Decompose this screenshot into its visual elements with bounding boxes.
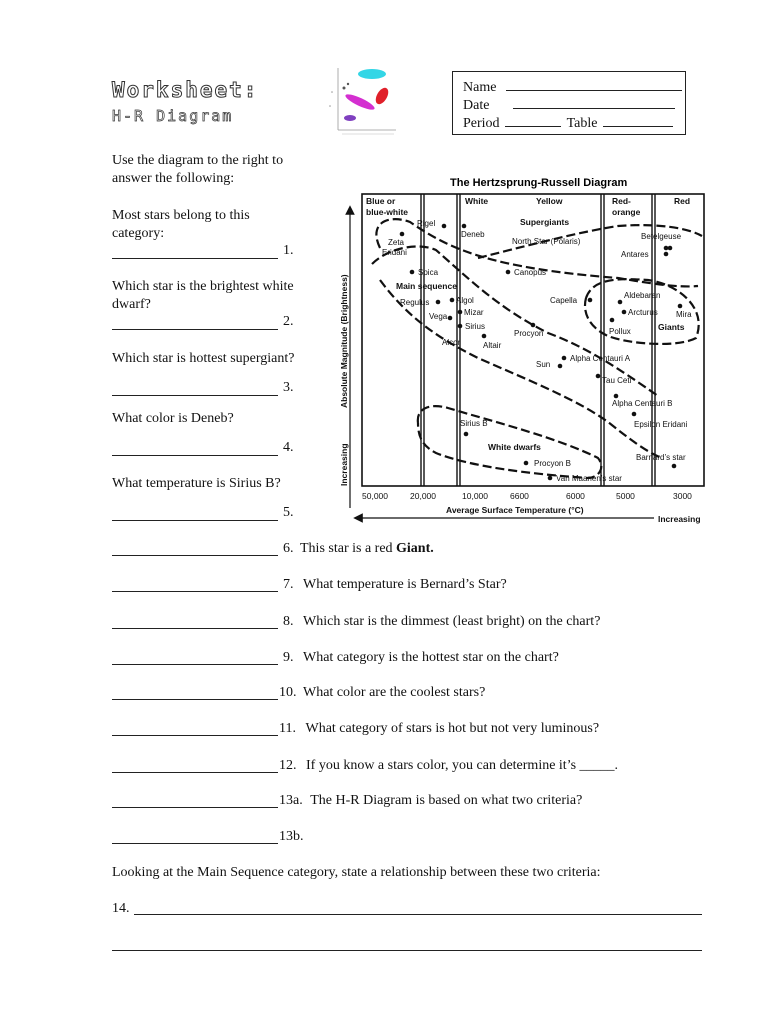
question-5: What temperature is Sirius B? bbox=[112, 476, 281, 491]
hr-diagram bbox=[318, 168, 718, 530]
diagram-title: The Hertzsprung-Russell Diagram bbox=[450, 177, 628, 189]
answer-line-6[interactable] bbox=[112, 541, 278, 556]
date-row bbox=[463, 96, 675, 114]
star-procyon-b bbox=[524, 461, 529, 466]
temp-tick-6600: 6600 bbox=[510, 491, 529, 501]
question-number-5: 5. bbox=[283, 505, 294, 520]
question-9 bbox=[283, 650, 559, 666]
label-tau-ceti: Tau Ceti bbox=[602, 376, 632, 385]
label-van-maanens-star: Van Maanen’s star bbox=[556, 474, 622, 483]
answer-line-9[interactable] bbox=[112, 650, 278, 665]
star-algol bbox=[450, 298, 455, 303]
question-13a-text: The H-R Diagram is based on what two criteria? bbox=[310, 793, 583, 808]
answer-line-13a[interactable] bbox=[112, 793, 278, 808]
star-deneb bbox=[462, 224, 467, 229]
question-number-13a: 13a. bbox=[279, 793, 303, 808]
answer-line-8[interactable] bbox=[112, 614, 278, 629]
label-vega: Vega bbox=[429, 312, 448, 321]
y-increasing-label: Increasing bbox=[339, 443, 349, 486]
student-info-box bbox=[452, 71, 686, 135]
label-betelgeuse: Betelgeuse bbox=[641, 232, 682, 241]
question-12 bbox=[279, 758, 618, 774]
table-field[interactable] bbox=[603, 114, 673, 127]
question-11-text: What category of stars is hot but not very luminous? bbox=[305, 721, 600, 736]
question-number-12: 12. bbox=[279, 758, 297, 773]
label-sirius-b: Sirius B bbox=[460, 419, 488, 428]
period-field[interactable] bbox=[505, 114, 561, 127]
question-13b bbox=[279, 829, 304, 845]
star-capella bbox=[588, 298, 593, 303]
star-mira bbox=[678, 304, 683, 309]
label-zeta: Zeta bbox=[388, 238, 405, 247]
answer-line-3[interactable] bbox=[112, 381, 278, 396]
answer-line-13b[interactable] bbox=[112, 829, 278, 844]
region-giants: Giants bbox=[658, 322, 685, 332]
question-14-label: 14. bbox=[112, 901, 130, 916]
question-number-9: 9. bbox=[283, 650, 294, 665]
label-canopus: Canopus bbox=[514, 268, 547, 277]
answer-line-11[interactable] bbox=[112, 721, 278, 736]
label-aldebaran: Aldebaran bbox=[624, 291, 661, 300]
label-procyon-b: Procyon B bbox=[534, 459, 571, 468]
star-tau-ceti bbox=[596, 374, 601, 379]
question-6 bbox=[283, 541, 434, 557]
label-alpha-centauri-b: Alpha Centauri B bbox=[612, 399, 673, 408]
star-arcturus bbox=[622, 310, 627, 315]
temp-tick-50000: 50,000 bbox=[362, 491, 388, 501]
question-number-8: 8. bbox=[283, 614, 294, 629]
question-3: Which star is hottest supergiant? bbox=[112, 351, 295, 366]
star-procyon bbox=[531, 323, 536, 328]
star-betelgeuse-a bbox=[664, 246, 669, 251]
answer-line-4[interactable] bbox=[112, 441, 278, 456]
column-header-blue-white: blue-white bbox=[366, 207, 409, 217]
temp-tick-10000: 10,000 bbox=[462, 491, 488, 501]
star-sirius-b bbox=[464, 432, 469, 437]
question-number-3: 3. bbox=[283, 380, 294, 395]
column-header-orange: orange bbox=[612, 207, 641, 217]
period-label: Period bbox=[463, 116, 500, 131]
star-aldebaran bbox=[618, 300, 623, 305]
answer-line-10[interactable] bbox=[112, 685, 278, 700]
question-2: Which star is the brightest white dwarf? bbox=[112, 279, 294, 312]
question-4: What color is Deneb? bbox=[112, 411, 234, 426]
name-row bbox=[463, 78, 682, 96]
star-pollux bbox=[610, 318, 615, 323]
star-alpha-centauri-b bbox=[614, 394, 619, 399]
star-sun bbox=[558, 364, 563, 369]
star-rigel bbox=[442, 224, 447, 229]
label-mira: Mira bbox=[676, 310, 692, 319]
label-deneb: Deneb bbox=[461, 230, 485, 239]
label-regulus: Regulus bbox=[400, 298, 430, 307]
column-header-red: Red bbox=[674, 196, 691, 206]
answer-line-1[interactable] bbox=[112, 244, 278, 259]
star-vega bbox=[448, 316, 453, 321]
question-number-2: 2. bbox=[283, 314, 294, 329]
question-number-11: 11. bbox=[279, 721, 296, 736]
label-sun: Sun bbox=[536, 360, 551, 369]
question-10 bbox=[279, 685, 485, 701]
x-increasing-label: Increasing bbox=[658, 514, 701, 524]
question-number-6: 6. bbox=[283, 541, 294, 556]
answer-line-2[interactable] bbox=[112, 315, 278, 330]
date-label: Date bbox=[463, 98, 490, 113]
question-7 bbox=[283, 577, 507, 593]
region-supergiants: Supergiants bbox=[520, 217, 570, 227]
question-8 bbox=[283, 614, 600, 630]
star-van-maanens bbox=[548, 476, 553, 481]
name-label: Name bbox=[463, 80, 497, 95]
label-rigel: Rigel bbox=[417, 219, 436, 228]
star-spica bbox=[410, 270, 415, 275]
label-algol: Algol bbox=[456, 296, 474, 305]
question-number-7: 7. bbox=[283, 577, 294, 592]
label-altair: Altair bbox=[483, 341, 502, 350]
label-pollux: Pollux bbox=[609, 327, 631, 336]
star-regulus bbox=[436, 300, 441, 305]
final-prompt: Looking at the Main Sequence category, state a relationship between these two criteria: bbox=[112, 865, 601, 880]
label-alpha-centauri-a: Alpha Centauri A bbox=[570, 354, 631, 363]
date-field[interactable] bbox=[513, 96, 675, 109]
label-spica: Spica bbox=[418, 268, 439, 277]
label-capella: Capella bbox=[550, 296, 578, 305]
question-number-4: 4. bbox=[283, 440, 294, 455]
label-antares: Antares bbox=[621, 250, 649, 259]
temp-tick-20000: 20,000 bbox=[410, 491, 436, 501]
label-epsilon-eridani: Epsilon Eridani bbox=[634, 420, 688, 429]
question-6-text: This star is a red bbox=[300, 541, 393, 556]
question-10-text: What color are the coolest stars? bbox=[303, 685, 486, 700]
question-6-bold: Giant. bbox=[396, 541, 434, 556]
star-barnards bbox=[672, 464, 677, 469]
star-sirius bbox=[458, 324, 463, 329]
label-sirius: Sirius bbox=[465, 322, 486, 331]
label-alcor: Alcor bbox=[442, 338, 461, 347]
column-header-red-orange: Red- bbox=[612, 196, 631, 206]
temp-tick-6000: 6000 bbox=[566, 491, 585, 501]
name-field[interactable] bbox=[506, 78, 682, 91]
answer-line-14b[interactable] bbox=[112, 936, 702, 951]
region-main-sequence: Main sequence bbox=[396, 281, 457, 291]
question-number-1: 1. bbox=[283, 243, 294, 258]
star-zeta-eridani bbox=[400, 232, 405, 237]
answer-line-7[interactable] bbox=[112, 577, 278, 592]
hr-thumbnail-image bbox=[320, 62, 400, 142]
temp-tick-3000: 3000 bbox=[673, 491, 692, 501]
label-arcturus: Arcturus bbox=[628, 308, 658, 317]
label-eridani: Eridani bbox=[382, 248, 407, 257]
column-header-white: White bbox=[465, 196, 489, 206]
star-altair bbox=[482, 334, 487, 339]
star-antares bbox=[664, 252, 669, 257]
worksheet-subtitle: H-R Diagram bbox=[112, 107, 234, 125]
question-number-13b: 13b. bbox=[279, 829, 304, 844]
question-13a bbox=[279, 793, 582, 809]
column-header-yellow: Yellow bbox=[536, 196, 563, 206]
period-row bbox=[463, 114, 673, 132]
question-7-text: What temperature is Bernard’s Star? bbox=[303, 577, 507, 592]
label-north-star: North Star (Polaris) bbox=[512, 237, 581, 246]
x-axis-label: Average Surface Temperature (°C) bbox=[446, 505, 584, 515]
star-epsilon-eridani bbox=[632, 412, 637, 417]
star-mizar bbox=[458, 310, 463, 315]
question-11 bbox=[279, 721, 599, 737]
question-1: Most stars belong to this category: bbox=[112, 208, 250, 241]
answer-line-5[interactable] bbox=[112, 506, 278, 521]
worksheet-title: Worksheet: bbox=[112, 78, 259, 102]
label-barnards-star: Barnard’s star bbox=[636, 453, 686, 462]
y-axis-label: Absolute Magnitude (Brightness) bbox=[339, 274, 349, 408]
star-betelgeuse-b bbox=[668, 246, 673, 251]
intro-text: Use the diagram to the right to answer the following: bbox=[112, 153, 284, 186]
table-label: Table bbox=[566, 116, 598, 131]
region-white-dwarfs: White dwarfs bbox=[488, 442, 541, 452]
label-procyon: Procyon bbox=[514, 329, 544, 338]
temp-tick-5000: 5000 bbox=[616, 491, 635, 501]
question-12-text: If you know a stars color, you can determine it’s _____. bbox=[306, 758, 619, 773]
answer-line-12[interactable] bbox=[112, 758, 278, 773]
label-mizar: Mizar bbox=[464, 308, 484, 317]
star-alpha-centauri-a bbox=[562, 356, 567, 361]
column-header-blue: Blue or bbox=[366, 196, 396, 206]
star-canopus bbox=[506, 270, 511, 275]
question-9-text: What category is the hottest star on the chart? bbox=[303, 650, 559, 665]
answer-line-14a[interactable] bbox=[134, 900, 702, 915]
question-8-text: Which star is the dimmest (least bright) on the chart? bbox=[303, 614, 601, 629]
question-number-10: 10. bbox=[279, 685, 297, 700]
